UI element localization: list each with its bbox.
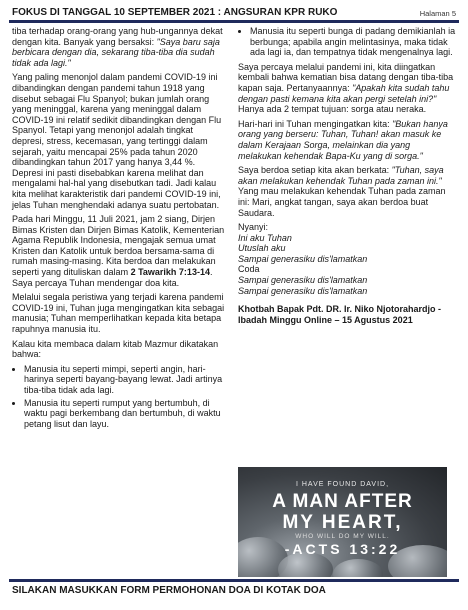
paragraph: tiba terhadap orang-orang yang hub-ungannya dekat dengan kita. Banyak yang bersaksi: "Saya baru saja berbicara dengan dia, sekarang tiba-tiba dia sudah tidak ada lagi." [12, 26, 223, 68]
image-caption: -ACTS 13:22 [284, 541, 401, 557]
page-header [12, 4, 456, 18]
page-number: Halaman 5 [419, 9, 456, 18]
sermon-credit: Khotbah Bapak Pdt. DR. Ir. Niko Njotorahardjo - Ibadah Minggu Online – 15 Agustus 2021 [238, 304, 442, 326]
header-title: FOKUS DI TANGGAL 10 SEPTEMBER 2021 : ANGSURAN KPR RUKO [12, 7, 338, 18]
bullet-list [12, 364, 225, 430]
header-rule [9, 20, 459, 23]
footer-rule [9, 579, 459, 582]
right-column [238, 26, 456, 326]
paragraph: Saya berdoa setiap kita akan berkata: "Tuhan, saya akan melakukan kehendak Tuhan pada zaman ini." Yang mau melakukan kehendak Tuhan pada zaman ini: Mari, angkat tangan, saya akan berdoa buat Saudara. [238, 165, 446, 218]
paragraph: Yang paling menonjol dalam pandemi COVID-19 ini dibandingkan dengan pandemi tahun 1918 yang disebut sebagai Flu Spanyol; bukan jumlah orang yang meninggal, karena yang meninggal dalam COVID-19 ini relatif sedikit dibandingkan dengan Flu Spanyol. Tetapi yang menonjol adalah tingkat depresi, stress, kecemasan, yang tertinggi dalam sejarah, yaitu mencapai 25% pada tahun 2020 dibandingkan tahun 2017 yang hanya 3,44 %. Depresi ini pasti disebabkan karena melihat dan mengalami hal-hal yang disebutkan tadi. Jadi kalau kita melihat karakteristik dari pandemi COVID-19 ini, jelas Tuhan menghendaki adanya suatu pertobatan. [12, 72, 222, 210]
image-caption: I HAVE FOUND DAVID, [295, 481, 390, 488]
paragraph: Melalui segala peristiwa yang terjadi karena pandemi COVID-19 ini, Tuhan juga mengingatkan kita sebagai manusia; Tuhan memperlihatkan kepada kita betapa rapuhnya manusia itu. [12, 292, 225, 335]
paragraph: Kalau kita membaca dalam kitab Mazmur dikatakan bahwa: [12, 338, 219, 360]
image-caption: WHO WILL DO MY WILL. [295, 533, 390, 540]
footer-banner: SILAKAN MASUKKAN FORM PERMOHONAN DOA DI KOTAK DOA [12, 585, 326, 596]
paragraph: Pada hari Minggu, 11 Juli 2021, jam 2 siang, Dirjen Bimas Kristen dan Dirjen Bimas Katolik, Kementerian Agama Republik Indonesia, mengajak semua umat Kristen dan Katolik untuk berdoa bersama-sama di rumah masing-masing. Kita berdoa dan melakukan seperti yang dituliskan dalam 2 Tawarikh 7:13-14. Saya percaya Tuhan mendengar doa kita. [12, 214, 225, 288]
list-item: • Manusia itu seperti mimpi, seperti angin, hari-harinya seperti bayang-bayang lewat. Jadi artinya tiba-tiba tidak ada lagi. [24, 364, 225, 396]
scripture-image [238, 467, 447, 577]
image-caption: A MAN AFTER [272, 491, 413, 512]
song-lyrics: Nyanyi: Ini aku Tuhan Utuslah aku Sampai generasiku dis'lamatkan Coda Sampai generasiku dis'lamatkan Sampai generasiku dis'lamatkan [238, 222, 368, 296]
list-item: • Manusia itu seperti bunga di padang demikianlah ia berbunga; apabila angin melintasinya, maka tidak ada lagi ia, dan tempatnya tidak mengenalnya lagi. [250, 26, 456, 58]
list-item: • Manusia itu seperti rumput yang bertumbuh, di waktu pagi berkembang dan bertumbuh, di waktu petang lisut dan layu. [24, 398, 225, 430]
paragraph: Saya percaya melalui pandemi ini, kita diingatkan kembali bahwa kematian bisa datang dengan tiba-tiba kapan saja. Pertanyaannya: "Apakah kita sudah tahu dengan pasti kemana kita akan pergi setelah ini?" Hanya ada 2 tempat tujuan: sorga atau neraka. [238, 61, 454, 115]
left-column [12, 26, 225, 433]
bullet-list [238, 26, 456, 58]
image-caption: MY HEART, [282, 512, 403, 533]
paragraph: Hari-hari ini Tuhan mengingatkan kita: "Bukan hanya orang yang berseru: Tuhan, Tuhan! akan masuk ke dalam Kerajaan Sorga, melainkan dia yang melakukan kehendak Bapa-Ku yang di sorga." [238, 118, 448, 161]
stone-shape [333, 559, 383, 577]
scripture-reference: 2 Tawarikh 7:13-14 [130, 267, 210, 278]
